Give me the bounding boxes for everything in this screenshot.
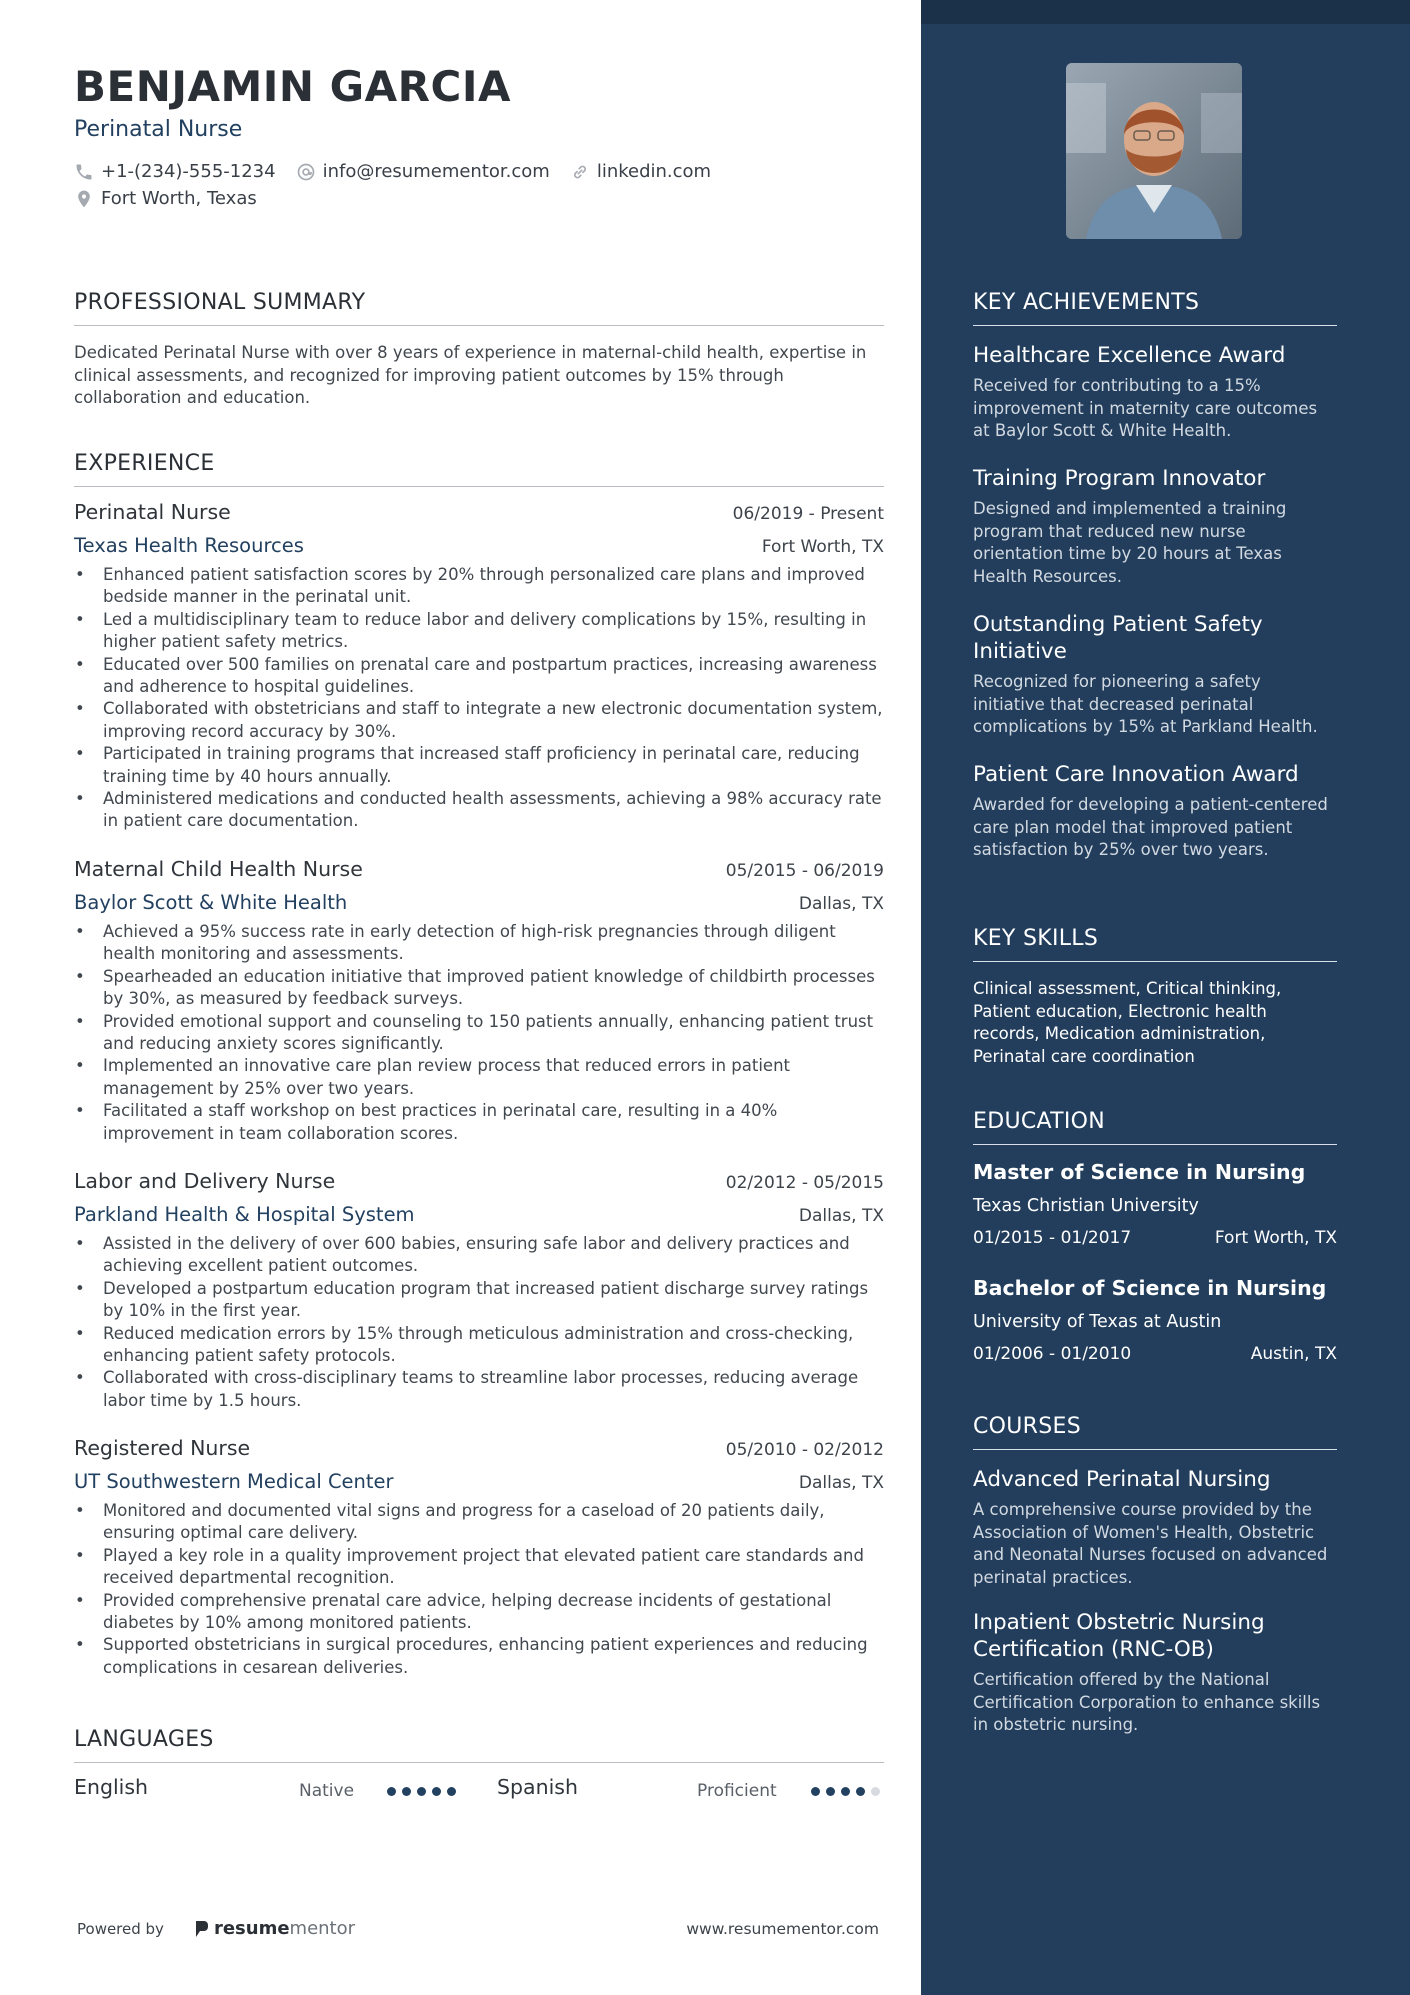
rating-dot-filled [402, 1787, 411, 1796]
education-dates: 01/2006 - 01/2010 [973, 1344, 1132, 1364]
bullet-item: • Monitored and documented vital signs and progress for a caseload of 20 patients daily, ensuring optimal care delivery. [74, 1500, 884, 1545]
location-pin-icon [74, 189, 94, 209]
job-title: Labor and Delivery Nurse [74, 1169, 336, 1193]
language-name: Spanish [497, 1775, 578, 1799]
rating-dot-filled [856, 1787, 865, 1796]
job-title: Maternal Child Health Nurse [74, 857, 363, 881]
education-location: Austin, TX [1250, 1344, 1337, 1364]
rating-dot-filled [811, 1787, 820, 1796]
education-heading: EDUCATION [973, 1109, 1337, 1145]
course-item [973, 1609, 1337, 1737]
bullet-item: • Led a multidisciplinary team to reduce labor and delivery complications by 15%, resulting in higher patient safety metrics. [74, 609, 884, 654]
education-school: Texas Christian University [973, 1196, 1199, 1216]
experience-heading: EXPERIENCE [74, 451, 884, 487]
achievement-title: Healthcare Excellence Award [973, 343, 1286, 368]
job-title: Registered Nurse [74, 1436, 251, 1460]
bullet-item: • Collaborated with obstetricians and staff to integrate a new electronic documentation system, improving record accuracy by 30%. [74, 698, 884, 743]
achievement-item [973, 611, 1337, 739]
skills-heading: KEY SKILLS [973, 926, 1337, 962]
contact-phone[interactable] [74, 161, 276, 182]
bullet-item: • Implemented an innovative care plan review process that reduced errors in patient management by 25% over two years. [74, 1055, 884, 1100]
bullet-item: • Facilitated a staff workshop on best practices in perinatal care, resulting in a 40% improvement in team collaboration scores. [74, 1100, 884, 1145]
bullet-item: • Assisted in the delivery of over 600 babies, ensuring safe labor and delivery practices and achieving excellent patient outcomes. [74, 1233, 884, 1278]
job-company: Baylor Scott & White Health [74, 891, 348, 914]
bullet-item: • Supported obstetricians in surgical procedures, enhancing patient experiences and reducing complications in cesarean deliveries. [74, 1634, 884, 1679]
contact-row [74, 161, 731, 182]
job-location: Fort Worth, TX [761, 537, 884, 557]
languages-heading: LANGUAGES [74, 1727, 884, 1763]
job-dates: 06/2019 - Present [732, 504, 884, 524]
link-icon [570, 162, 590, 182]
job-entry [74, 857, 884, 1145]
course-item [973, 1466, 1337, 1589]
bullet-item: • Enhanced patient satisfaction scores by 20% through personalized care plans and improved bedside manner in the perinatal unit. [74, 564, 884, 609]
candidate-title: Perinatal Nurse [74, 117, 243, 142]
course-title: Advanced Perinatal Nursing [973, 1467, 1271, 1492]
education-item [973, 1276, 1337, 1364]
bullet-item: • Collaborated with cross-disciplinary teams to streamline labor processes, reducing average labor time by 1.5 hours. [74, 1367, 884, 1412]
contact-row-2 [74, 188, 277, 209]
education-school: University of Texas at Austin [973, 1312, 1222, 1332]
bullet-item: • Educated over 500 families on prenatal care and postpartum practices, increasing awareness and adherence to hospital guidelines. [74, 654, 884, 699]
education-location: Fort Worth, TX [1214, 1228, 1337, 1248]
job-location: Dallas, TX [798, 1206, 884, 1226]
email-text: info@resumementor.com [322, 161, 550, 182]
summary-text: Dedicated Perinatal Nurse with over 8 years of experience in maternal-child health, expertise in clinical assessments, and recognized for improving patient outcomes by 15% through collaboration and education. [74, 343, 867, 407]
bullet-item: • Reduced medication errors by 15% through meticulous administration and cross-checking, enhancing patient safety protocols. [74, 1323, 884, 1368]
job-location: Dallas, TX [798, 894, 884, 914]
achievement-item [973, 761, 1337, 862]
phone-icon [74, 162, 94, 182]
achievement-title: Outstanding Patient Safety Initiative [973, 612, 1263, 664]
sidebar [921, 0, 1410, 1995]
job-company: Parkland Health & Hospital System [74, 1203, 415, 1226]
education-degree: Bachelor of Science in Nursing [973, 1276, 1327, 1300]
bullet-item: • Administered medications and conducted health assessments, achieving a 98% accuracy rate in patient care documentation. [74, 788, 884, 833]
job-company: Texas Health Resources [74, 534, 304, 557]
job-company: UT Southwestern Medical Center [74, 1470, 394, 1493]
at-icon [296, 162, 316, 182]
course-title: Inpatient Obstetric Nursing Certification (RNC-OB) [973, 1610, 1265, 1662]
job-location: Dallas, TX [798, 1473, 884, 1493]
rating-dot-filled [417, 1787, 426, 1796]
achievements-heading: KEY ACHIEVEMENTS [973, 290, 1337, 326]
brand-bold: resume [213, 1918, 290, 1939]
contact-email[interactable] [296, 161, 550, 182]
profile-photo [1066, 63, 1242, 239]
achievement-title: Training Program Innovator [973, 466, 1266, 491]
job-dates: 05/2010 - 02/2012 [725, 1440, 884, 1460]
achievement-title: Patient Care Innovation Award [973, 762, 1299, 787]
footer-powered-by [77, 1918, 355, 1939]
contact-linkedin[interactable] [570, 161, 711, 182]
brand-logo-icon [194, 1919, 210, 1939]
bullet-item: • Participated in training programs that increased staff proficiency in perinatal care, reducing training time by 40 hours annually. [74, 743, 884, 788]
achievement-desc: Recognized for pioneering a safety initiative that decreased perinatal complications by 15% at Parkland Health. [973, 672, 1318, 736]
bullet-item: • Achieved a 95% success rate in early detection of high-risk pregnancies through diligent health monitoring and assessments. [74, 921, 884, 966]
bullet-item: • Provided emotional support and counseling to 150 patients annually, enhancing patient trust and reducing anxiety scores significantly. [74, 1011, 884, 1056]
contact-location [74, 188, 257, 209]
powered-by-label: Powered by [77, 1919, 164, 1938]
footer-website[interactable]: www.resumementor.com [686, 1920, 879, 1938]
skills-text: Clinical assessment, Critical thinking, Patient education, Electronic health records, Medication administration, Perinatal care coordination [973, 979, 1282, 1066]
rating-dot-filled [447, 1787, 456, 1796]
location-text: Fort Worth, Texas [101, 188, 257, 209]
bullet-item: • Provided comprehensive prenatal care advice, helping decrease incidents of gestational diabetes by 10% among monitored patients. [74, 1590, 884, 1635]
job-entry [74, 1169, 884, 1412]
candidate-name: BENJAMIN GARCIA [74, 62, 511, 111]
rating-dot-filled [387, 1787, 396, 1796]
achievement-desc: Awarded for developing a patient-centered care plan model that improved patient satisfaction by 25% over two years. [973, 795, 1328, 859]
courses-heading: COURSES [973, 1414, 1337, 1450]
rating-dot-filled [432, 1787, 441, 1796]
rating-dot-filled [841, 1787, 850, 1796]
achievement-desc: Received for contributing to a 15% improvement in maternity care outcomes at Baylor Scott & White Health. [973, 376, 1318, 440]
course-desc: Certification offered by the National Certification Corporation to enhance skills in obstetric nursing. [973, 1670, 1321, 1734]
job-entry [74, 1436, 884, 1679]
job-bullets [74, 921, 884, 1145]
language-level: Proficient [697, 1781, 777, 1801]
rating-dot-filled [826, 1787, 835, 1796]
job-entry [74, 500, 884, 833]
job-bullets [74, 1500, 884, 1679]
achievement-desc: Designed and implemented a training program that reduced new nurse orientation time by 20 hours at Texas Health Resources. [973, 499, 1287, 586]
language-level: Native [299, 1781, 355, 1801]
education-degree: Master of Science in Nursing [973, 1160, 1306, 1184]
language-rating [387, 1787, 462, 1796]
phone-text: +1-(234)-555-1234 [101, 161, 276, 182]
summary-heading: PROFESSIONAL SUMMARY [74, 290, 884, 326]
avatar [1066, 63, 1242, 239]
job-bullets [74, 564, 884, 833]
job-dates: 02/2012 - 05/2015 [725, 1173, 884, 1193]
course-desc: A comprehensive course provided by the Association of Women's Health, Obstetric and Neonatal Nurses focused on advanced perinatal practices. [973, 1500, 1328, 1587]
brand-logo[interactable] [194, 1918, 355, 1939]
rating-dot-empty [871, 1787, 880, 1796]
achievement-item [973, 342, 1337, 443]
language-rating [811, 1787, 886, 1796]
bullet-item: • Spearheaded an education initiative that improved patient knowledge of childbirth processes by 30%, as measured by feedback surveys. [74, 966, 884, 1011]
education-item [973, 1160, 1337, 1248]
brand-light: mentor [289, 1918, 356, 1939]
education-dates: 01/2015 - 01/2017 [973, 1228, 1132, 1248]
job-bullets [74, 1233, 884, 1412]
bullet-item: • Played a key role in a quality improvement project that elevated patient care standards and received departmental recognition. [74, 1545, 884, 1590]
job-dates: 05/2015 - 06/2019 [725, 861, 884, 881]
linkedin-text: linkedin.com [596, 161, 712, 182]
language-name: English [74, 1775, 149, 1799]
bullet-item: • Developed a postpartum education program that increased patient discharge survey ratings by 10% in the first year. [74, 1278, 884, 1323]
sidebar-top-band [921, 0, 1410, 24]
achievement-item [973, 465, 1337, 588]
job-title: Perinatal Nurse [74, 500, 231, 524]
